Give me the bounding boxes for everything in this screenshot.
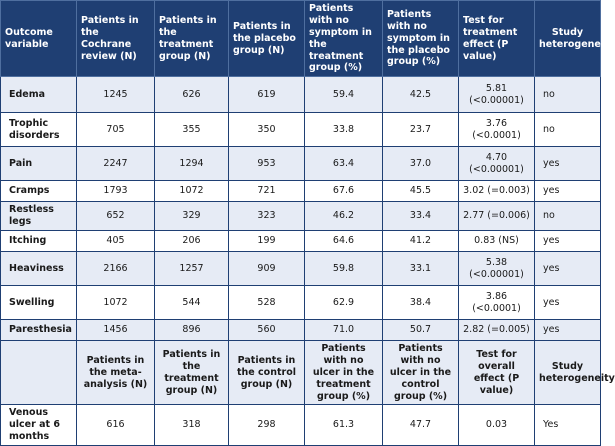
column-header: Patients with no symptom in the treatment group (%)	[305, 1, 383, 77]
table-row	[1, 231, 601, 252]
data-cell: 3.02 (=0.003)	[459, 181, 535, 202]
column-header: Patients in the placebo group (N)	[229, 1, 305, 77]
outcome-cell: Heaviness	[1, 252, 77, 286]
data-cell: yes	[535, 147, 601, 181]
data-cell: 41.2	[383, 231, 459, 252]
data-cell: 721	[229, 181, 305, 202]
data-cell: 67.6	[305, 181, 383, 202]
column-header: Patients in the treatment group (N)	[155, 1, 229, 77]
data-cell: 2.82 (=0.005)	[459, 320, 535, 341]
data-cell: 350	[229, 113, 305, 147]
data-cell: 3.76 (<0.0001)	[459, 113, 535, 147]
column-header: Test for treatment effect (P value)	[459, 1, 535, 77]
data-cell: 705	[77, 113, 155, 147]
data-cell: 61.3	[305, 405, 383, 446]
data-cell: 33.4	[383, 202, 459, 231]
outcome-cell: Venous ulcer at 6 months	[1, 405, 77, 446]
data-cell: 199	[229, 231, 305, 252]
data-cell: 896	[155, 320, 229, 341]
data-cell: yes	[535, 181, 601, 202]
data-cell: 544	[155, 286, 229, 320]
subheader-cell: Study heterogeneity	[535, 341, 601, 405]
data-cell: 323	[229, 202, 305, 231]
data-cell: 46.2	[305, 202, 383, 231]
data-cell: 1072	[77, 286, 155, 320]
table-row	[1, 113, 601, 147]
data-cell: 45.5	[383, 181, 459, 202]
subheader-cell: Patients with no ulcer in the treatment group (%)	[305, 341, 383, 405]
data-cell: 64.6	[305, 231, 383, 252]
data-cell: 42.5	[383, 77, 459, 113]
data-cell: 1245	[77, 77, 155, 113]
data-cell: Yes	[535, 405, 601, 446]
data-cell: 355	[155, 113, 229, 147]
outcome-cell: Cramps	[1, 181, 77, 202]
data-cell: 59.4	[305, 77, 383, 113]
data-cell: 616	[77, 405, 155, 446]
outcome-cell: Itching	[1, 231, 77, 252]
data-cell: yes	[535, 252, 601, 286]
subheader-row	[1, 341, 601, 405]
outcome-cell: Swelling	[1, 286, 77, 320]
data-cell: 1257	[155, 252, 229, 286]
data-cell: 619	[229, 77, 305, 113]
data-cell: 0.83 (NS)	[459, 231, 535, 252]
table-row	[1, 286, 601, 320]
data-cell: 5.81 (<0.00001)	[459, 77, 535, 113]
data-cell: 206	[155, 231, 229, 252]
data-cell: 298	[229, 405, 305, 446]
subheader-cell: Patients in the control group (N)	[229, 341, 305, 405]
data-cell: 953	[229, 147, 305, 181]
outcome-cell: Edema	[1, 77, 77, 113]
outcome-cell: Trophic disorders	[1, 113, 77, 147]
data-cell: 2166	[77, 252, 155, 286]
data-cell: 1793	[77, 181, 155, 202]
column-header: Patients in the Cochrane review (N)	[77, 1, 155, 77]
data-cell: 329	[155, 202, 229, 231]
data-cell: 62.9	[305, 286, 383, 320]
data-cell: 50.7	[383, 320, 459, 341]
data-cell: 33.1	[383, 252, 459, 286]
data-cell: yes	[535, 286, 601, 320]
table-row	[1, 181, 601, 202]
data-cell: 405	[77, 231, 155, 252]
blank-cell	[1, 341, 77, 405]
table-row	[1, 77, 601, 113]
data-cell: no	[535, 113, 601, 147]
data-cell: 318	[155, 405, 229, 446]
data-cell: 59.8	[305, 252, 383, 286]
table-row	[1, 252, 601, 286]
data-cell: yes	[535, 320, 601, 341]
data-cell: 626	[155, 77, 229, 113]
table-row	[1, 147, 601, 181]
column-header: Study heterogeneity	[535, 1, 601, 77]
data-cell: 3.86 (<0.0001)	[459, 286, 535, 320]
data-cell: 652	[77, 202, 155, 231]
data-cell: 560	[229, 320, 305, 341]
subheader-cell: Test for overall effect (P value)	[459, 341, 535, 405]
data-cell: 23.7	[383, 113, 459, 147]
column-header: Patients with no symptom in the placebo group (%)	[383, 1, 459, 77]
table-row	[1, 320, 601, 341]
subheader-cell: Patients in the treatment group (N)	[155, 341, 229, 405]
outcome-cell: Restless legs	[1, 202, 77, 231]
data-cell: 37.0	[383, 147, 459, 181]
table-row	[1, 405, 601, 446]
subheader-cell: Patients with no ulcer in the control group (%)	[383, 341, 459, 405]
data-cell: 47.7	[383, 405, 459, 446]
data-cell: yes	[535, 231, 601, 252]
data-cell: 5.38 (<0.00001)	[459, 252, 535, 286]
data-cell: 909	[229, 252, 305, 286]
data-cell: 63.4	[305, 147, 383, 181]
outcome-cell: Paresthesia	[1, 320, 77, 341]
table-header-row	[1, 1, 601, 77]
data-cell: no	[535, 77, 601, 113]
data-cell: 33.8	[305, 113, 383, 147]
outcome-cell: Pain	[1, 147, 77, 181]
data-cell: 1072	[155, 181, 229, 202]
data-cell: 1294	[155, 147, 229, 181]
data-cell: 4.70 (<0.00001)	[459, 147, 535, 181]
subheader-cell: Patients in the meta-analysis (N)	[77, 341, 155, 405]
data-cell: 528	[229, 286, 305, 320]
data-cell: 38.4	[383, 286, 459, 320]
data-cell: 2.77 (=0.006)	[459, 202, 535, 231]
data-cell: no	[535, 202, 601, 231]
data-cell: 2247	[77, 147, 155, 181]
data-cell: 0.03	[459, 405, 535, 446]
column-header: Outcome variable	[1, 1, 77, 77]
data-cell: 1456	[77, 320, 155, 341]
data-cell: 71.0	[305, 320, 383, 341]
table-row	[1, 202, 601, 231]
